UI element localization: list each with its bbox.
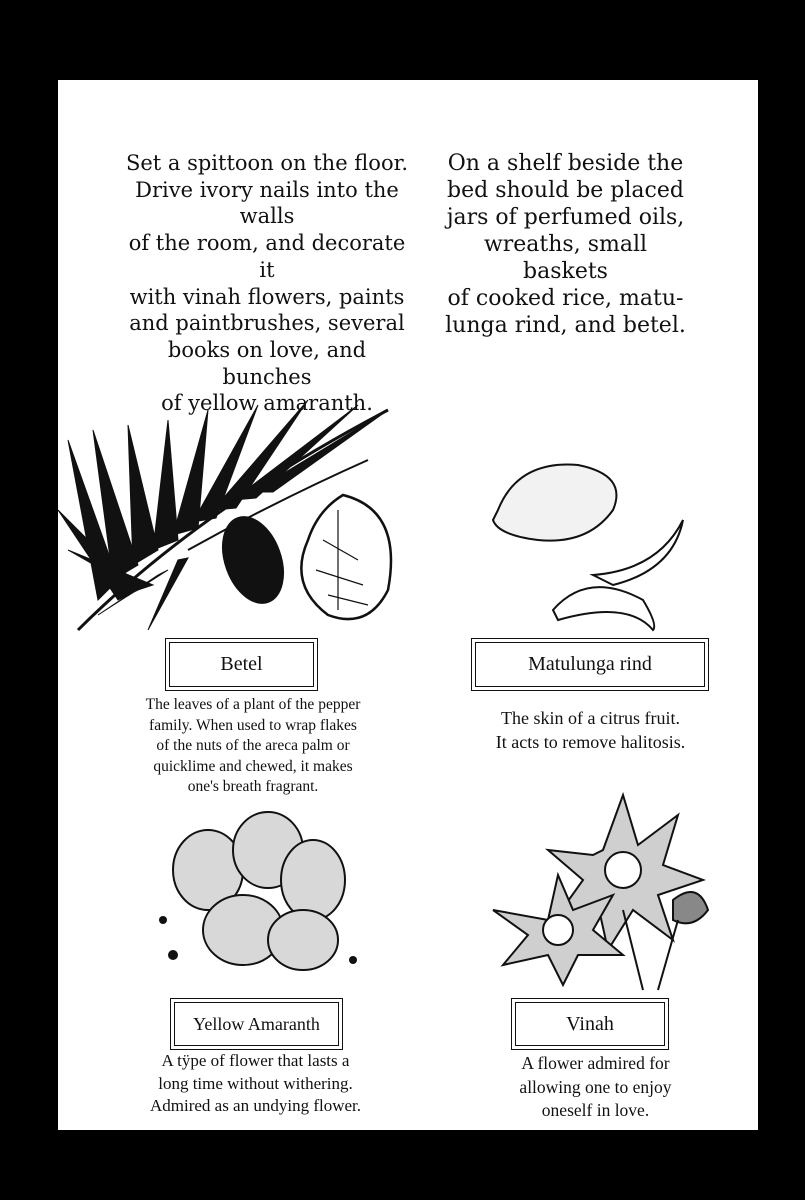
matulunga-illustration <box>478 450 718 640</box>
yellow-amaranth-label-box <box>170 998 343 1050</box>
betel-label-box <box>165 638 318 691</box>
betel-illustration <box>58 400 398 640</box>
vinah-label: Vinah <box>515 1002 665 1046</box>
right-paragraph: On a shelf beside the bed should be placed jars of perfumed oils, wreaths, small baskets of cooked rice, matu- lunga rind, and betel. <box>445 151 686 338</box>
yellow-amaranth-label: Yellow Amaranth <box>174 1002 339 1046</box>
left-paragraph: Set a spittoon on the floor. Drive ivory nails into the walls of the room, and decorate it with vinah flowers, paints and paintbrushes, several books on love, and bunches of yellow amaranth. <box>125 151 409 416</box>
vinah-illustration <box>473 790 713 990</box>
vinah-description: A flower admired for allowing one to enjoy oneself in love. <box>519 1053 672 1120</box>
manga-page <box>58 80 758 1130</box>
yellow-amaranth-description: A tÿpe of flower that lasts a long time without withering. Admired as an undying flower. <box>149 1051 362 1115</box>
matulunga-label-box <box>471 638 709 691</box>
betel-description: The leaves of a plant of the pepper family. When used to wrap flakes of the nuts of the areca palm or quicklime and chewed, it makes one's breath fragrant. <box>145 696 361 795</box>
matulunga-description: The skin of a citrus fruit. It acts to remove halitosis. <box>495 708 686 752</box>
vinah-label-box <box>511 998 669 1050</box>
yellow-amaranth-illustration <box>153 810 373 980</box>
betel-label: Betel <box>169 642 314 687</box>
matulunga-label: Matulunga rind <box>475 642 705 687</box>
